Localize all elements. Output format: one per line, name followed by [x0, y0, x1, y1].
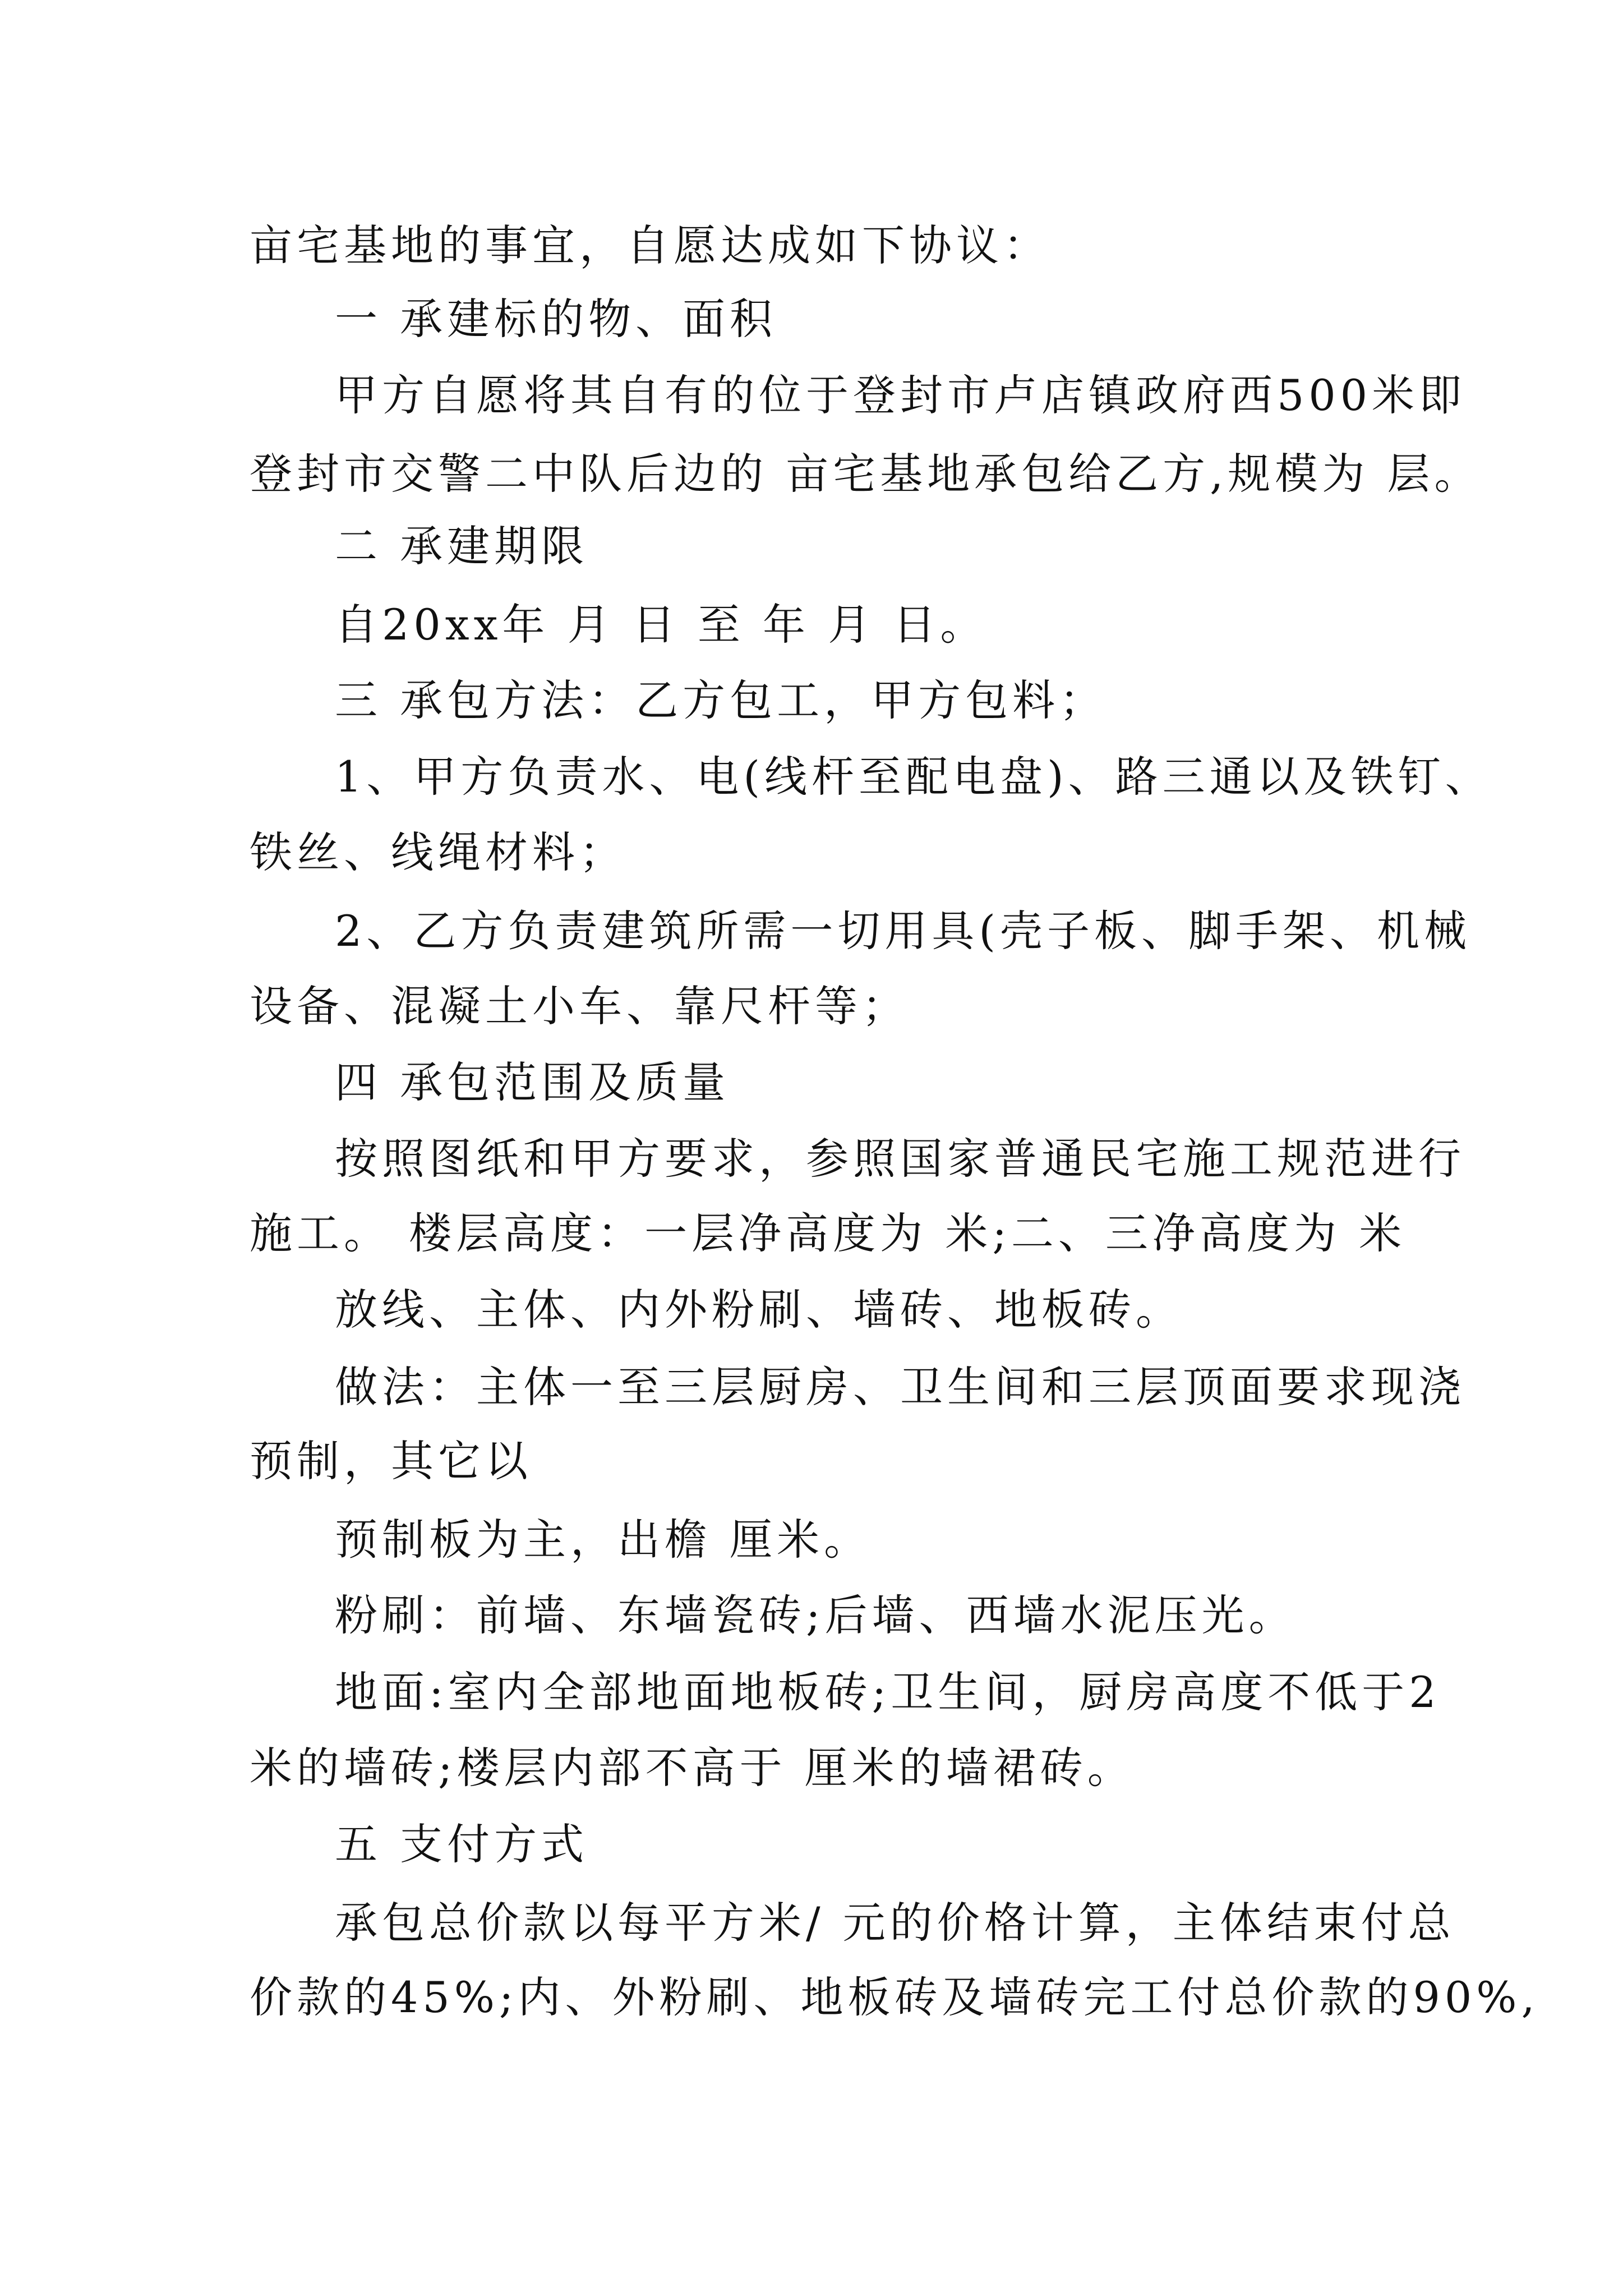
section-heading-2: 二 承建期限	[335, 521, 589, 571]
text-line: 预制，其它以	[250, 1436, 532, 1486]
section-heading-5: 五 支付方式	[335, 1819, 589, 1869]
text-line: 2、乙方负责建筑所需一切用具(壳子板、脚手架、机械	[335, 906, 1472, 956]
text-line: 做法：主体一至三层厨房、卫生间和三层顶面要求现浇	[335, 1362, 1465, 1412]
text-line: 承包总价款以每平方米/ 元的价格计算，主体结束付总	[335, 1898, 1455, 1948]
text-line: 价款的45%;内、外粉刷、地板砖及墙砖完工付总价款的90%,	[250, 1972, 1539, 2022]
text-line: 铁丝、线绳材料；	[250, 827, 626, 877]
text-line: 按照图纸和甲方要求，参照国家普通民宅施工规范进行	[335, 1134, 1465, 1184]
text-line: 放线、主体、内外粉刷、墙砖、地板砖。	[335, 1285, 1183, 1335]
text-line: 预制板为主，出檐 厘米。	[335, 1515, 872, 1565]
text-line: 地面:室内全部地面地板砖;卫生间，厨房高度不低于2	[335, 1667, 1441, 1717]
text-line: 甲方自愿将其自有的位于登封市卢店镇政府西500米即	[335, 370, 1467, 420]
text-line: 施工。 楼层高度：一层净高度为 米;二、三净高度为 米	[250, 1208, 1407, 1258]
section-heading-4: 四 承包范围及质量	[335, 1057, 730, 1107]
text-line: 自20xx年 月 日 至 年 月 日。	[335, 600, 988, 650]
text-line: 1、甲方负责水、电(线杆至配电盘)、路三通以及铁钉、	[335, 752, 1492, 802]
text-line: 设备、混凝土小车、靠尺杆等；	[250, 981, 909, 1031]
section-heading-3: 三 承包方法：乙方包工，甲方包料；	[335, 675, 1107, 725]
text-line: 登封市交警二中队后边的 亩宅基地承包给乙方,规模为 层。	[250, 449, 1482, 499]
section-heading-1: 一 承建标的物、面积	[335, 294, 777, 344]
text-line: 米的墙砖;楼层内部不高于 厘米的墙裙砖。	[250, 1743, 1135, 1793]
text-line: 粉刷：前墙、东墙瓷砖;后墙、西墙水泥压光。	[335, 1590, 1296, 1640]
text-line: 亩宅基地的事宜，自愿达成如下协议：	[250, 220, 1050, 270]
